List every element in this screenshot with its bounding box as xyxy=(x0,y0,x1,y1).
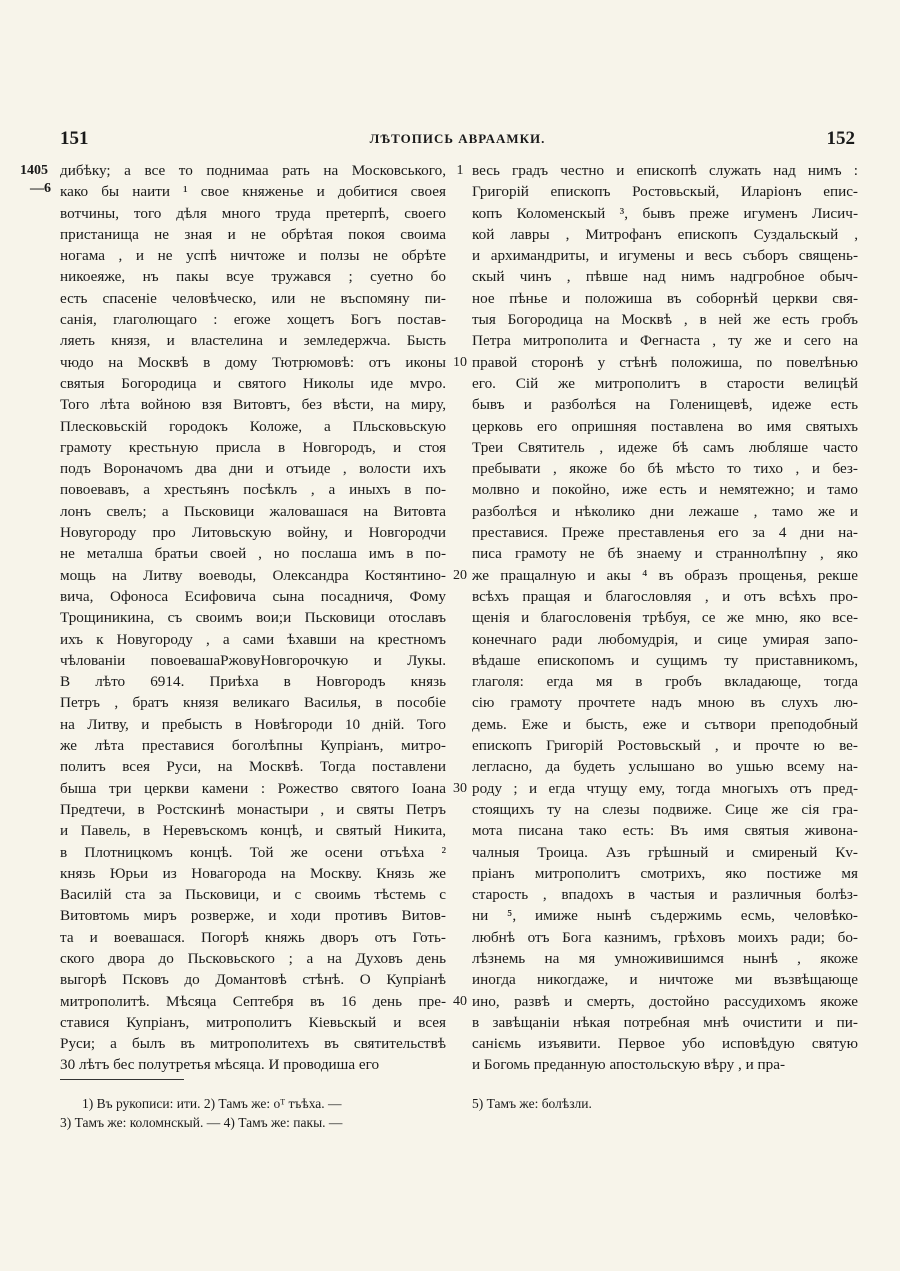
text-line: любнѣ отъ Бога казнимъ, грѣховъ моихъ ради; бо- xyxy=(472,928,858,946)
footnote-line: 3) Тамъ же: коломнскый. — 4) Тамъ же: пакы. — xyxy=(60,1115,343,1130)
text-line: легласно, да будеть услышано во ушью всему на- xyxy=(472,758,858,776)
text-line: вотчины, того дѣля много труда претерпѣ, своего xyxy=(60,204,446,222)
right-page-number: 152 xyxy=(826,128,855,149)
text-line: епископъ Григорій Ростовьскый , и прочте ю ве- xyxy=(472,737,858,755)
text-line: преставися. Преже преставленья его за 4 дни на- xyxy=(472,524,858,542)
text-line: молвно и покойно, иже есть и немятежно; и тамо xyxy=(472,481,858,499)
text-line: и Павель, в Неревъскомъ концѣ, и святый Никита, xyxy=(60,822,446,840)
text-line: чалныя Троица. Азъ грѣшный и смиреный Кv- xyxy=(472,843,858,861)
text-line: Григорій епископъ Ростовьскый, Иларіонъ епис- xyxy=(472,183,858,201)
footnote-line: 1) Въ рукописи: ити. 2) Тамъ же: оᵀ тъѣха. — xyxy=(82,1096,342,1111)
text-line: ставися Купріанъ, митрополитъ Кіевьскый и всея xyxy=(60,1013,446,1031)
text-line: вѣдаше епископомъ и сущимъ ту приставникомъ, xyxy=(472,651,858,669)
text-line: чѣлованіи повоевашаРжовуНовгорочкую и Лукы. xyxy=(60,651,446,669)
text-line: и архимандриты, и игумены и весь съборъ священь- xyxy=(472,247,858,265)
text-line: святыя Богородица и святого Николы иде мvро. xyxy=(60,374,446,392)
page-header xyxy=(60,128,855,154)
text-line: его. Сій же митрополитъ в старости велицѣй xyxy=(472,374,858,392)
text-line: 30 лѣтъ бес полутретья мѣсяца. И проводиша его xyxy=(60,1056,380,1074)
text-line: ногама , и не успѣ ничтоже и ползы не обрѣте xyxy=(60,247,446,265)
text-line: Руси; а былъ въ митрополитехъ въ святительствѣ xyxy=(60,1035,446,1053)
text-line: бывъ и разболѣся на Голенищевѣ, идеже есть xyxy=(472,396,858,414)
text-line: сію грамоту прочтете надъ мною въ слухъ лю- xyxy=(472,694,858,712)
text-line: глаголя: егда мя в гробъ вкладающе, тогда xyxy=(472,673,858,691)
text-line: выгорѣ Псковъ до Домантовѣ стѣнѣ. О Купріанѣ xyxy=(60,971,446,989)
text-line: Треи Святитель , идеже бѣ самъ любляше часто xyxy=(472,438,858,456)
text-line: Предтечи, в Ростскинѣ монастыри , и святы Петръ xyxy=(60,800,446,818)
text-line: ского двора до Пьсковьского ; а на Духовъ день xyxy=(60,949,446,967)
text-line: ино, развѣ и смерть, достойно рассудихомъ якоже xyxy=(472,992,858,1010)
line-number-1: 1 xyxy=(456,163,464,178)
margin-year-end: —6 xyxy=(30,181,51,196)
text-line: дибѣку; а все то поднимаа рать на Московського, xyxy=(60,162,446,179)
text-line: Плесковьскій городокъ Коложе, а Пльсковьскую xyxy=(60,417,446,435)
text-line: Витовтомь миръ розверже, и ходи противъ Витов- xyxy=(60,907,446,925)
line-number-40: 40 xyxy=(453,994,467,1009)
text-line: правой сторонѣ у стѣнѣ положиша, по повелѣнью xyxy=(472,353,858,371)
text-line: лонъ свелъ; а Пьсковици жаловашася на Витовта xyxy=(60,502,446,520)
text-line: же пращалную и акы ⁴ въ образъ прощенья, рекше xyxy=(472,566,858,584)
text-line: кой лавры , Митрофанъ епископъ Суздальскый , xyxy=(472,225,858,243)
text-line: и Богомь преданную апостольскую вѣру , и пра- xyxy=(472,1056,786,1074)
text-line: ни ⁵, имиже нынѣ съдержимь есмь, человѣко- xyxy=(472,907,858,925)
text-line: Петръ , братъ князя великаго Василья, в пособіе xyxy=(60,694,446,712)
text-line: старость , впадохъ в частыя и различныя болѣз- xyxy=(472,886,858,904)
left-text-column xyxy=(60,160,446,1076)
text-line: всѣхъ пращая и благословляя , и отъ всѣхъ про- xyxy=(472,587,858,605)
text-line: скый чинъ , пѣвше над нимъ надгробное обыч- xyxy=(472,268,858,286)
text-line: мота писана тако есть: Въ имя святыя живона- xyxy=(472,822,858,840)
line-number-10: 10 xyxy=(453,355,467,370)
text-line: лѣзнемь на мя умноживишимся нынѣ , якоже xyxy=(472,949,858,967)
margin-year-start: 1405 xyxy=(20,163,48,178)
text-line: Василій ста за Пьсковици, и с своимь тѣстемь с xyxy=(60,886,446,904)
text-line: мощь на Литву воеводы, Олександра Костянтино- xyxy=(60,566,446,584)
text-line: ное пѣнье и положиша въ соборнѣй церкви свя- xyxy=(472,289,858,307)
text-line: князь Юрьи из Новагорода на Москву. Князь же xyxy=(60,864,446,882)
text-line: демь. Еже и бысть, еже и сътвори преподобный xyxy=(472,715,858,733)
text-line: како бы наити ¹ свое княженье и добитися своея xyxy=(60,183,446,201)
text-line: никоеяже, нъ пакы всуе тружався ; суетно бо xyxy=(60,268,446,286)
text-line: пріанъ митрополитъ смотрихъ, яко постиже мя xyxy=(472,864,858,882)
text-line: саніємь изъявити. Первое убо исповѣдую святую xyxy=(472,1035,858,1053)
text-line: пребывати , якоже бо бѣ мѣсто то тихо , и без- xyxy=(472,460,858,478)
text-line: быша три церкви камени : Рожество святого Іоана xyxy=(60,779,446,797)
text-line: копъ Коломенскый ³, бывъ преже игуменъ Лисич- xyxy=(472,204,858,222)
text-line: пристанища не зная и не обрѣтая покоя своима xyxy=(60,225,446,243)
text-line: та и воевашася. Погорѣ княжь дворъ отъ Готь- xyxy=(60,928,446,946)
text-line: на Литву, и пребысть в Новѣгороди 10 дній. Того xyxy=(60,715,446,733)
text-line: санія, глаголющаго : егоже хощетъ Богъ постав- xyxy=(60,311,446,329)
text-line: ляеть князя, и властелина и земледержча. Бысть xyxy=(60,332,446,350)
text-line: вича, Офоноса Есифовича сына посадничя, Фому xyxy=(60,587,446,605)
text-line: подъ Вороначомъ два дни и отъиде , волости ихъ xyxy=(60,460,446,478)
text-line: чюдо на Москвѣ в дому Тютрюмовѣ: отъ иконы xyxy=(60,353,446,371)
text-line: грамоту крестьную присла в Новгородъ, и стоя xyxy=(60,438,446,456)
text-line: писа грамоту не бѣ знаему и страннолѣпну , яко xyxy=(472,545,858,563)
text-line: Того лѣта войною взя Витовтъ, без вѣсти, на миру, xyxy=(60,396,446,414)
text-line: митрополитѣ. Мѣсяца Септебря въ 16 день пре- xyxy=(60,992,446,1010)
text-line: роду ; и егда чтущу ему, тогда многыхъ отъ пред- xyxy=(472,779,858,797)
text-line: в Плотницкомъ концѣ. Той же осени отъѣха ² xyxy=(60,843,446,861)
line-number-30: 30 xyxy=(453,781,467,796)
text-line: в завѣщаніи нѣкая потребная мнѣ очистити и пи- xyxy=(472,1013,858,1031)
left-page-number: 151 xyxy=(60,128,89,149)
text-line: Петра митрополита и Фегнаста , ту же и сего на xyxy=(472,332,858,350)
text-line: стоящихъ ту на слезы подвиже. Сице же сія гра- xyxy=(472,800,858,818)
line-number-20: 20 xyxy=(453,568,467,583)
text-line: конечнаго ради любомудрія, и сице умирая запо- xyxy=(472,630,858,648)
text-line: церковь его опришняя поставлена во имя святыхъ xyxy=(472,417,858,435)
text-line: не металша братьи своей , но послаша имъ в по- xyxy=(60,545,446,563)
text-line: ихъ к Новугороду , а сами ѣхавши на крестномъ xyxy=(60,630,446,648)
text-line: Трощиникина, съ своимъ вои;и Пьсковици отославъ xyxy=(60,609,446,627)
text-line: повоевавъ, а хрестьянъ посѣклъ , а иныхъ в по- xyxy=(60,481,446,499)
text-line: политъ всея Руси, на Москвѣ. Тогда поставлени xyxy=(60,758,446,776)
footnote-rule xyxy=(60,1079,184,1080)
text-line: иногда никогдаже, и ничтоже ми възвѣщающе xyxy=(472,971,858,989)
right-text-column xyxy=(472,160,858,1076)
text-line: щенія и благословенія трѣбуя, се же мню, яко все- xyxy=(472,609,858,627)
text-line: В лѣто 6914. Приѣха в Новгородъ князь xyxy=(60,673,446,691)
text-line: же лѣта преставися боголѣпны Купріанъ, митро- xyxy=(60,737,446,755)
footnote-line: 5) Тамъ же: болѣзли. xyxy=(472,1096,592,1111)
text-line: есть спасеніе человѣческо, или не въспомяну пи- xyxy=(60,289,446,307)
text-line: весь градъ честно и епископѣ служать над нимъ : xyxy=(472,162,858,179)
text-line: тыя Богородица на Москвѣ , в ней же есть гробъ xyxy=(472,311,858,329)
text-line: разболѣся и нѣколико дни лежаше , тамо же и xyxy=(472,502,858,520)
running-title: ЛѢТОПИСЬ АВРААМКИ. xyxy=(369,131,546,146)
text-line: Новугороду про Литовьскую войну, и Новгородчи xyxy=(60,524,446,542)
